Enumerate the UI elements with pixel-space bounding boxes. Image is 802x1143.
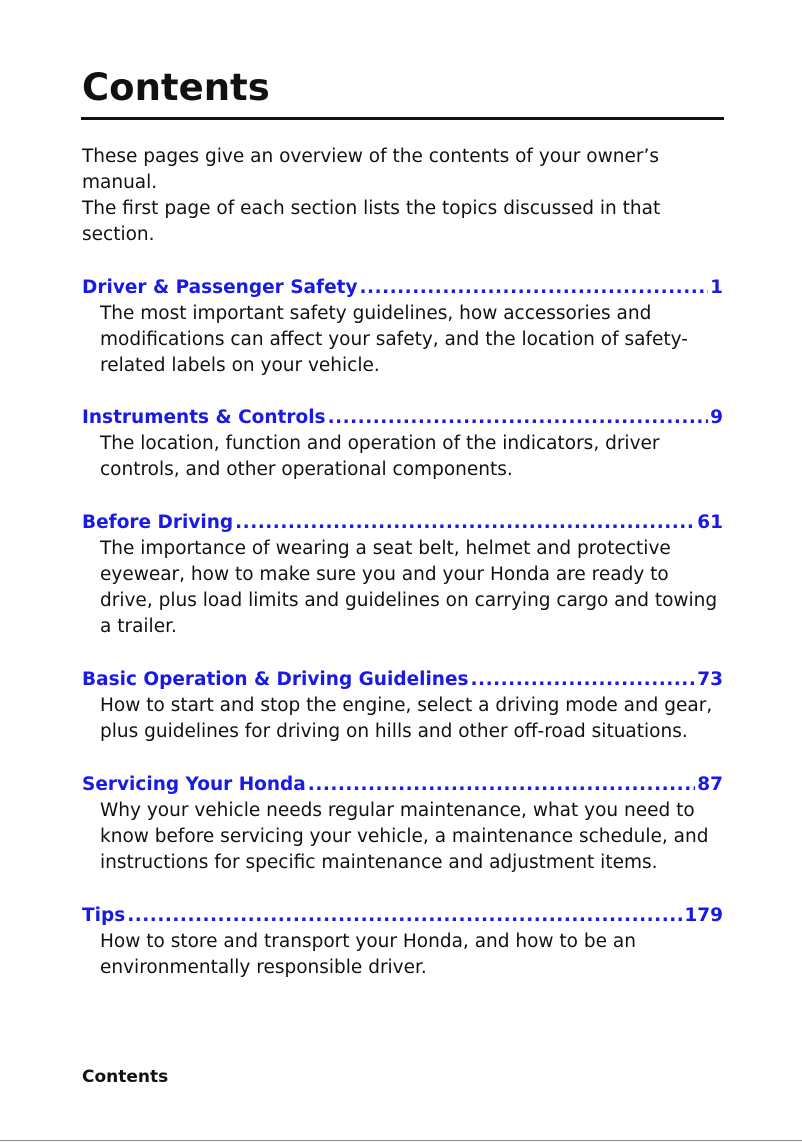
- toc-entry-title: Driver & Passenger Safety: [82, 277, 358, 298]
- toc-entry-before-driving: [82, 510, 723, 640]
- toc-link-instruments-controls[interactable]: [82, 405, 723, 431]
- toc-entry-page-number: 9: [710, 407, 723, 428]
- page-bottom-edge-line: [0, 1140, 802, 1141]
- toc-link-servicing-your-honda[interactable]: [82, 772, 723, 798]
- toc-entry-page-number: 179: [684, 905, 723, 926]
- toc-entry-title: Tips: [82, 905, 126, 926]
- toc-entry-page-number: 1: [710, 277, 723, 298]
- dot-leader: [360, 275, 709, 301]
- toc-entry-title: Servicing Your Honda: [82, 774, 306, 795]
- toc-entry-basic-operation: [82, 667, 723, 745]
- dot-leader: [235, 510, 695, 536]
- toc-link-before-driving[interactable]: [82, 510, 723, 536]
- table-of-contents: [82, 275, 723, 981]
- page-footer-section-label: Contents: [82, 1067, 169, 1087]
- intro-line-overview: These pages give an overview of the contents of your owner’s manual.: [82, 146, 659, 193]
- dot-leader: [308, 772, 695, 798]
- intro-line-sections: The first page of each section lists the topics discussed in that section.: [82, 198, 661, 245]
- toc-entry-description: How to store and transport your Honda, and how to be an environmentally responsible driver.: [100, 931, 636, 978]
- page-title: Contents: [82, 66, 270, 109]
- toc-entry-tips: [82, 903, 723, 981]
- toc-entry-title: Before Driving: [82, 512, 234, 533]
- toc-link-tips[interactable]: [82, 903, 723, 929]
- title-divider: [81, 117, 724, 120]
- dot-leader: [328, 405, 709, 431]
- toc-entry-description: The most important safety guidelines, how accessories and modifications can affect your safety, and the location of safety-related labels on your vehicle.: [100, 303, 688, 376]
- dot-leader: [471, 667, 696, 693]
- dot-leader: [127, 903, 682, 929]
- toc-entry-description: The importance of wearing a seat belt, helmet and protective eyewear, how to make sure you and your Honda are ready to drive, plus load limits and guidelines on carrying cargo and towing a trailer.: [100, 538, 718, 637]
- toc-entry-page-number: 61: [697, 512, 723, 533]
- toc-entry-driver-passenger-safety: [82, 275, 723, 379]
- toc-link-driver-passenger-safety[interactable]: [82, 275, 723, 301]
- toc-entry-description: The location, function and operation of the indicators, driver controls, and other operational components.: [100, 433, 660, 480]
- toc-entry-page-number: 73: [697, 669, 723, 690]
- toc-entry-title: Instruments & Controls: [82, 407, 326, 428]
- toc-link-basic-operation[interactable]: [82, 667, 723, 693]
- toc-entry-servicing-your-honda: [82, 772, 723, 876]
- toc-entry-title: Basic Operation & Driving Guidelines: [82, 669, 469, 690]
- toc-entry-instruments-controls: [82, 405, 723, 483]
- intro-text: [82, 144, 722, 248]
- toc-entry-page-number: 87: [697, 774, 723, 795]
- toc-entry-description: Why your vehicle needs regular maintenance, what you need to know before servicing your vehicle, a maintenance schedule, and instructions for specific maintenance and adjustment items.: [100, 800, 709, 873]
- toc-entry-description: How to start and stop the engine, select a driving mode and gear, plus guidelines for driving on hills and other off-road situations.: [100, 695, 713, 742]
